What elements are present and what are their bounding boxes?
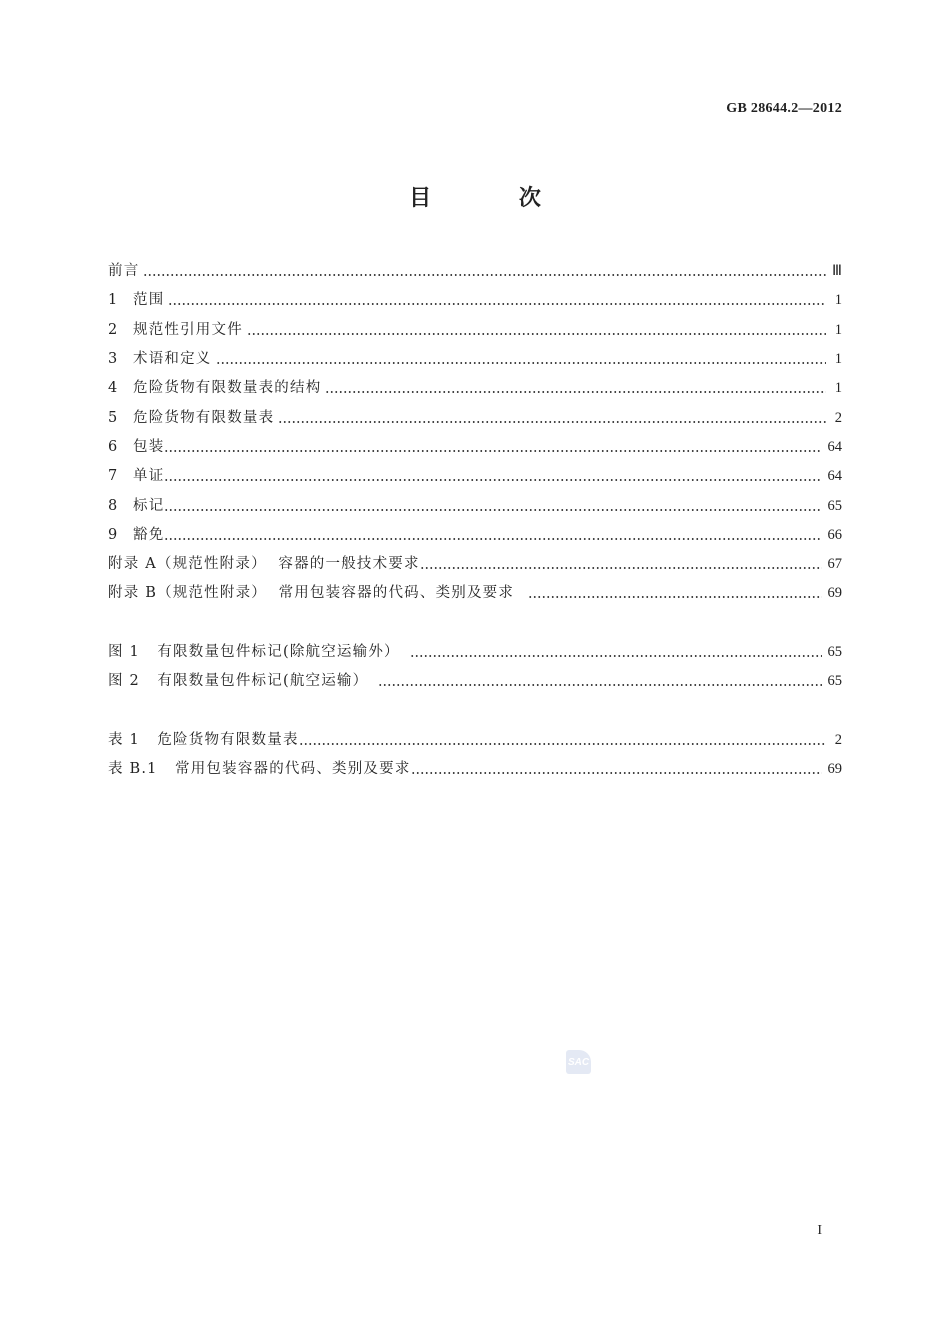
page-number: I — [817, 1223, 822, 1238]
toc-entry[interactable] — [108, 407, 842, 429]
toc-page: 1 — [834, 351, 842, 367]
dot-leader — [164, 436, 821, 458]
dot-leader — [164, 524, 821, 546]
toc-page: 1 — [834, 322, 842, 338]
dot-leader — [143, 260, 826, 282]
toc-page: 66 — [827, 527, 842, 543]
dot-leader — [420, 553, 822, 575]
figure-label: 图 1 有限数量包件标记(除航空运输外） — [108, 644, 400, 660]
toc-page: 64 — [827, 468, 842, 484]
toc-entry[interactable] — [108, 260, 842, 282]
toc-number: 2 — [108, 322, 118, 338]
toc-number: 7 — [108, 468, 118, 484]
toc-entry[interactable] — [108, 348, 842, 370]
toc-label: 附录 A（规范性附录） 容器的一般技术要求 — [108, 556, 420, 572]
toc-page: Ⅲ — [832, 263, 842, 279]
toc-page: 1 — [834, 292, 842, 308]
toc-page: 67 — [827, 556, 842, 572]
toc-label: 豁免 — [133, 527, 165, 543]
toc-entry-annex-b[interactable] — [108, 582, 842, 604]
toc-label: 标记 — [133, 498, 165, 514]
dot-leader — [247, 319, 826, 341]
toc-page: 2 — [834, 410, 842, 426]
toc-number: 5 — [108, 410, 118, 426]
figure-entry[interactable] — [108, 641, 842, 663]
toc-page: 64 — [827, 439, 842, 455]
figure-page: 65 — [827, 644, 842, 660]
toc-label: 规范性引用文件 — [133, 322, 243, 338]
figure-entry[interactable] — [108, 670, 842, 692]
toc-label: 范围 — [133, 292, 165, 308]
dot-leader — [164, 495, 821, 517]
dot-leader — [528, 582, 821, 604]
dot-leader — [216, 348, 827, 370]
toc-entry[interactable] — [108, 289, 842, 311]
toc-number: 9 — [108, 527, 118, 543]
toc-label: 危险货物有限数量表 — [133, 410, 275, 426]
table-page: 69 — [827, 761, 842, 777]
sac-watermark-logo: SAC — [566, 1050, 591, 1074]
toc-number: 1 — [108, 292, 118, 308]
toc-number: 3 — [108, 351, 118, 367]
figure-page: 65 — [827, 673, 842, 689]
toc-page: 65 — [827, 498, 842, 514]
toc-page: 1 — [834, 380, 842, 396]
page-title: 目 次 — [409, 185, 581, 211]
dot-leader — [410, 641, 822, 663]
toc-label: 包装 — [133, 439, 165, 455]
toc-entry[interactable] — [108, 319, 842, 341]
table-page: 2 — [834, 732, 842, 748]
toc-entry[interactable] — [108, 465, 842, 487]
toc-entry-annex-a[interactable] — [108, 553, 842, 575]
dot-leader — [278, 407, 826, 429]
toc-number: 6 — [108, 439, 118, 455]
figure-label: 图 2 有限数量包件标记(航空运输） — [108, 673, 369, 689]
dot-leader — [168, 289, 826, 311]
toc-page: 69 — [827, 585, 842, 601]
dot-leader — [299, 729, 826, 751]
toc-label: 单证 — [133, 468, 165, 484]
toc-label: 前言 — [108, 263, 140, 279]
table-entry[interactable] — [108, 729, 842, 751]
dot-leader — [378, 670, 821, 692]
table-label: 表 1 危险货物有限数量表 — [108, 732, 299, 748]
toc-entry[interactable] — [108, 436, 842, 458]
toc-entry[interactable] — [108, 524, 842, 546]
dot-leader — [411, 758, 822, 780]
toc-entry[interactable] — [108, 495, 842, 517]
table-label: 表 B.1 常用包装容器的代码、类别及要求 — [108, 761, 411, 777]
dot-leader — [164, 465, 821, 487]
toc-label: 附录 B（规范性附录） 常用包装容器的代码、类别及要求 — [108, 585, 515, 601]
toc-number: 8 — [108, 498, 118, 514]
dot-leader — [325, 377, 826, 399]
toc-number: 4 — [108, 380, 118, 396]
toc-entry[interactable] — [108, 377, 842, 399]
toc-label: 危险货物有限数量表的结构 — [133, 380, 322, 396]
toc-label: 术语和定义 — [133, 351, 212, 367]
table-entry[interactable] — [108, 758, 842, 780]
standard-number: GB 28644.2—2012 — [726, 101, 842, 116]
